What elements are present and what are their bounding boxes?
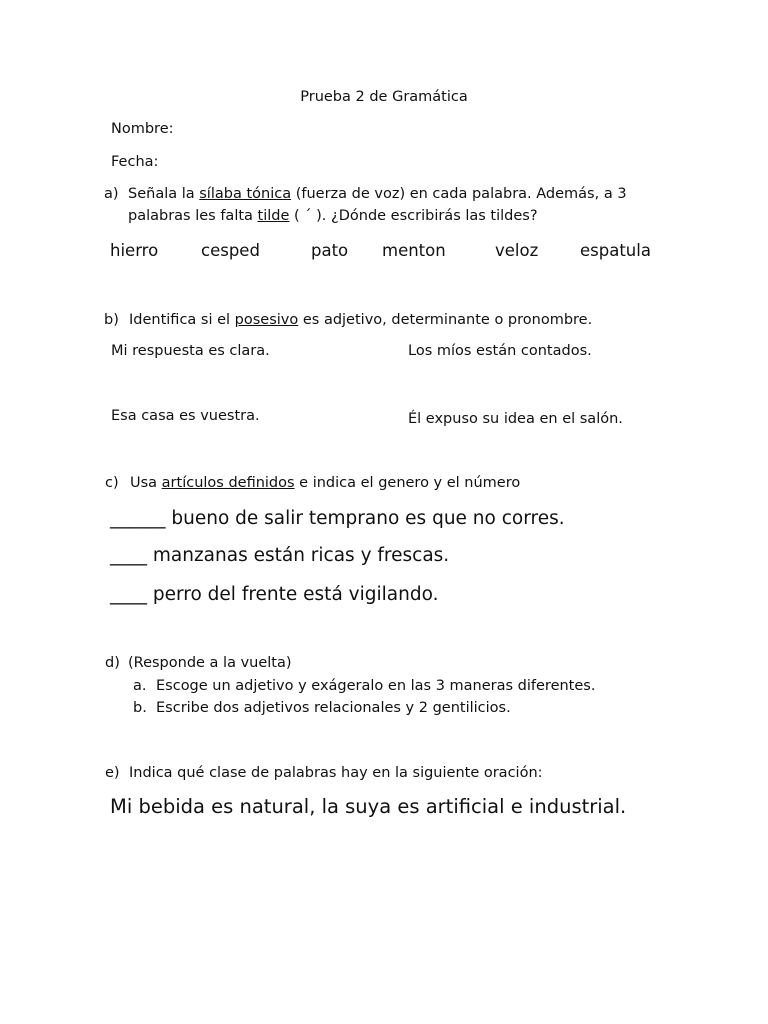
section-d-marker: d)	[105, 655, 120, 671]
word-item: cesped	[201, 241, 260, 260]
fecha-label: Fecha:	[111, 154, 159, 170]
section-a-line2-post: ( ´ ). ¿Dónde escribirás las tildes?	[289, 208, 538, 224]
sentence-item: Los míos están contados.	[408, 343, 592, 359]
subitem-text: Escribe dos adjetivos relacionales y 2 gentilicios.	[156, 700, 511, 716]
section-b-underlined: posesivo	[234, 312, 299, 328]
section-c-underlined: artículos definidos	[161, 475, 295, 491]
word-item: pato	[311, 241, 349, 260]
sentence-item: Mi respuesta es clara.	[111, 343, 270, 359]
subitem-text: Escoge un adjetivo y exágeralo en las 3 maneras diferentes.	[156, 678, 596, 694]
section-a-line1-post: (fuerza de voz) en cada palabra. Además, a 3	[291, 186, 627, 202]
section-a-line2-underlined: tilde	[257, 208, 290, 224]
word-item: veloz	[495, 241, 539, 260]
word-item: hierro	[110, 241, 159, 260]
fill-blank-line: ______ bueno de salir temprano es que no corres.	[110, 508, 565, 529]
section-c-marker: c)	[105, 475, 119, 491]
section-d-instruction: (Responde a la vuelta)	[128, 655, 292, 671]
word-item: menton	[382, 241, 446, 260]
section-c-post: e indica el genero y el número	[294, 475, 521, 491]
section-a-line2-pre: palabras les falta	[128, 208, 258, 224]
section-b-instruction	[129, 312, 592, 328]
nombre-label: Nombre:	[111, 121, 174, 137]
section-a-instruction-line1	[128, 186, 627, 202]
section-c-pre: Usa	[130, 475, 162, 491]
section-a-line1-pre: Señala la	[128, 186, 200, 202]
section-b-pre: Identifica si el	[129, 312, 235, 328]
section-a-instruction-line2	[128, 208, 538, 224]
sentence-item: Esa casa es vuestra.	[111, 408, 260, 424]
section-e-marker: e)	[105, 765, 120, 781]
section-c-instruction	[130, 475, 520, 491]
subitem-marker: a.	[133, 678, 147, 694]
fill-blank-line: ____ perro del frente está vigilando.	[110, 584, 439, 605]
section-b-marker: b)	[104, 312, 119, 328]
sentence-item: Él expuso su idea en el salón.	[408, 411, 623, 427]
subitem-marker: b.	[133, 700, 147, 716]
section-b-post: es adjetivo, determinante o pronombre.	[298, 312, 593, 328]
analysis-sentence: Mi bebida es natural, la suya es artificial e industrial.	[110, 795, 627, 818]
page-title: Prueba 2 de Gramática	[300, 89, 468, 105]
word-item: espatula	[580, 241, 651, 260]
section-a-marker: a)	[104, 186, 119, 202]
section-a-line1-underlined: sílaba tónica	[199, 186, 292, 202]
section-e-instruction: Indica qué clase de palabras hay en la siguiente oración:	[129, 765, 543, 781]
fill-blank-line: ____ manzanas están ricas y frescas.	[110, 545, 450, 566]
